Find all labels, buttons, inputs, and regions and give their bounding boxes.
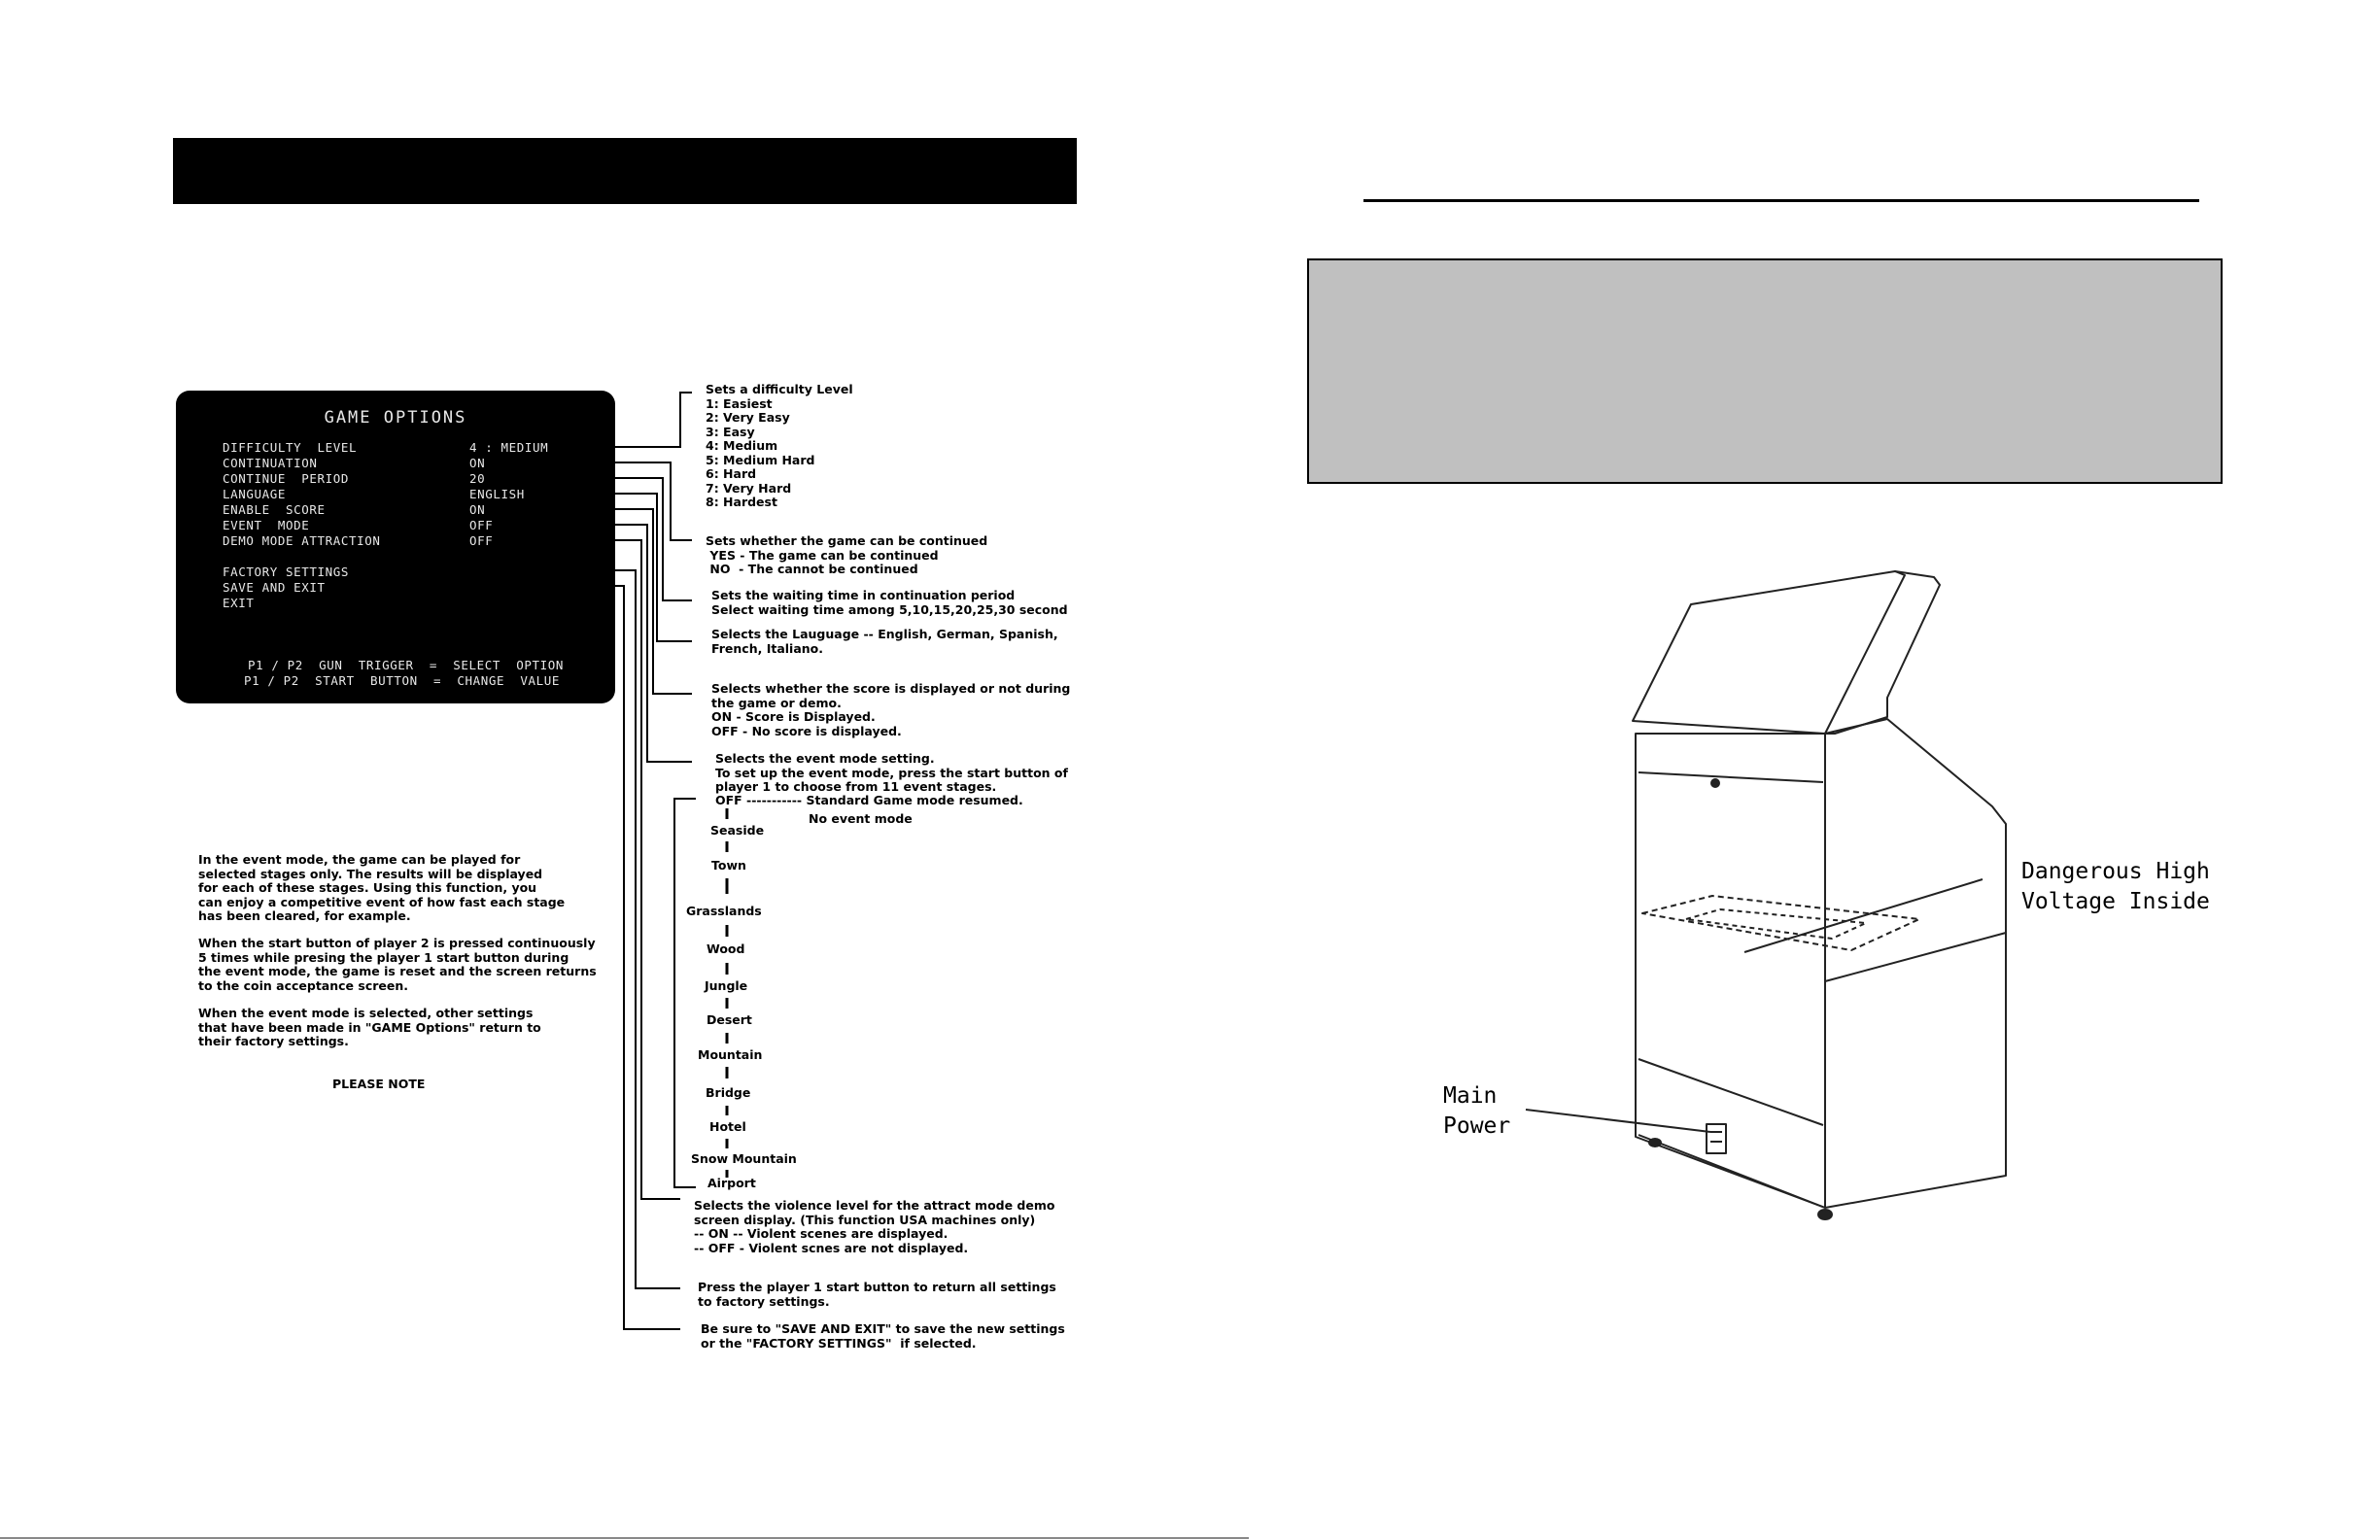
- setting-label: CONTINUE PERIOD: [223, 471, 350, 486]
- factory-note: When the event mode is selected, other settings that have been made in "GAME Options" return to their factory settings.: [198, 1006, 541, 1048]
- screen-footer-line: P1 / P2 GUN TRIGGER = SELECT OPTION: [248, 658, 565, 672]
- reset-note: When the start button of player 2 is pressed continuously 5 times while presing the player 1 start button during the event mode, the game is reset and the screen returns to the coin acceptance screen.: [198, 936, 597, 993]
- annotation-language: Selects the Lauguage -- English, German, Spanish, French, Italiano.: [711, 627, 1058, 656]
- screen-footer-line: P1 / P2 START BUTTON = CHANGE VALUE: [244, 673, 561, 688]
- stage-item: Mountain: [698, 1047, 763, 1062]
- annotation-event-off: OFF ----------- Standard Game mode resumed.: [715, 793, 1023, 807]
- annotation-event-mode: Selects the event mode setting. To set up the event mode, press the start button of player 1 to choose from 11 event stages.: [715, 751, 1068, 794]
- footer-rule: [0, 1537, 1249, 1539]
- stage-item: Desert: [707, 1012, 752, 1027]
- screen-title: GAME OPTIONS: [324, 408, 467, 428]
- setting-label: ENABLE SCORE: [223, 502, 326, 517]
- exit-item: EXIT: [223, 596, 255, 610]
- stage-item: Airport: [707, 1176, 756, 1190]
- annotation-no-event: No event mode: [809, 811, 913, 826]
- stage-item: Snow Mountain: [691, 1151, 797, 1166]
- stage-item: Bridge: [706, 1085, 751, 1100]
- setting-value: 20: [469, 471, 486, 486]
- stage-item: Hotel: [709, 1119, 746, 1134]
- setting-label: DEMO MODE ATTRACTION: [223, 533, 381, 548]
- setting-label: DIFFICULTY LEVEL: [223, 440, 358, 455]
- main-power-callout: Main Power: [1443, 1083, 1511, 1139]
- annotation-demo-mode: Selects the violence level for the attract mode demo screen display. (This function USA machines only) -- ON -- Violent scenes are displayed. -- OFF - Violent scnes are not displayed.: [694, 1198, 1055, 1255]
- annotation-enable-score: Selects whether the score is displayed or not during the game or demo. ON - Score is Displayed. OFF - No score is displayed.: [711, 681, 1071, 738]
- setting-value: 4 : MEDIUM: [469, 440, 549, 455]
- setting-value: OFF: [469, 518, 494, 532]
- setting-label: CONTINUATION: [223, 456, 318, 470]
- annotation-continuation: Sets whether the game can be continued YES - The game can be continued NO - The cannot be continued: [706, 533, 988, 576]
- event-mode-note: In the event mode, the game can be played for selected stages only. The results will be displayed for each of these stages. Using this function, you can enjoy a competitive event of how fast each stage has been cleared, for example.: [198, 852, 566, 923]
- setting-value: ENGLISH: [469, 487, 525, 501]
- annotation-continue-period: Sets the waiting time in continuation period Select waiting time among 5,10,15,20,25,30 second: [711, 588, 1068, 617]
- stage-item: Seaside: [710, 823, 765, 838]
- setting-value: OFF: [469, 533, 494, 548]
- setting-label: EVENT MODE: [223, 518, 310, 532]
- setting-value: ON: [469, 456, 486, 470]
- annotation-save-and-exit: Be sure to "SAVE AND EXIT" to save the new settings or the "FACTORY SETTINGS" if selected.: [701, 1321, 1065, 1351]
- please-note-label: PLEASE NOTE: [332, 1077, 426, 1091]
- annotation-difficulty: Sets a difficulty Level 1: Easiest 2: Very Easy 3: Easy 4: Medium 5: Medium Hard 6: Hard 7: Very Hard 8: Hardest: [706, 382, 853, 509]
- setting-value: ON: [469, 502, 486, 517]
- save-and-exit-item: SAVE AND EXIT: [223, 580, 326, 595]
- setting-label: LANGUAGE: [223, 487, 287, 501]
- stage-item: Wood: [707, 941, 745, 956]
- stage-item: Town: [711, 858, 746, 873]
- annotation-factory-settings: Press the player 1 start button to return all settings to factory settings.: [698, 1280, 1056, 1309]
- stage-item: Grasslands: [686, 904, 762, 918]
- factory-settings-item: FACTORY SETTINGS: [223, 565, 350, 579]
- high-voltage-callout: Dangerous High Voltage Inside: [2021, 859, 2210, 914]
- stage-item: Jungle: [705, 978, 748, 993]
